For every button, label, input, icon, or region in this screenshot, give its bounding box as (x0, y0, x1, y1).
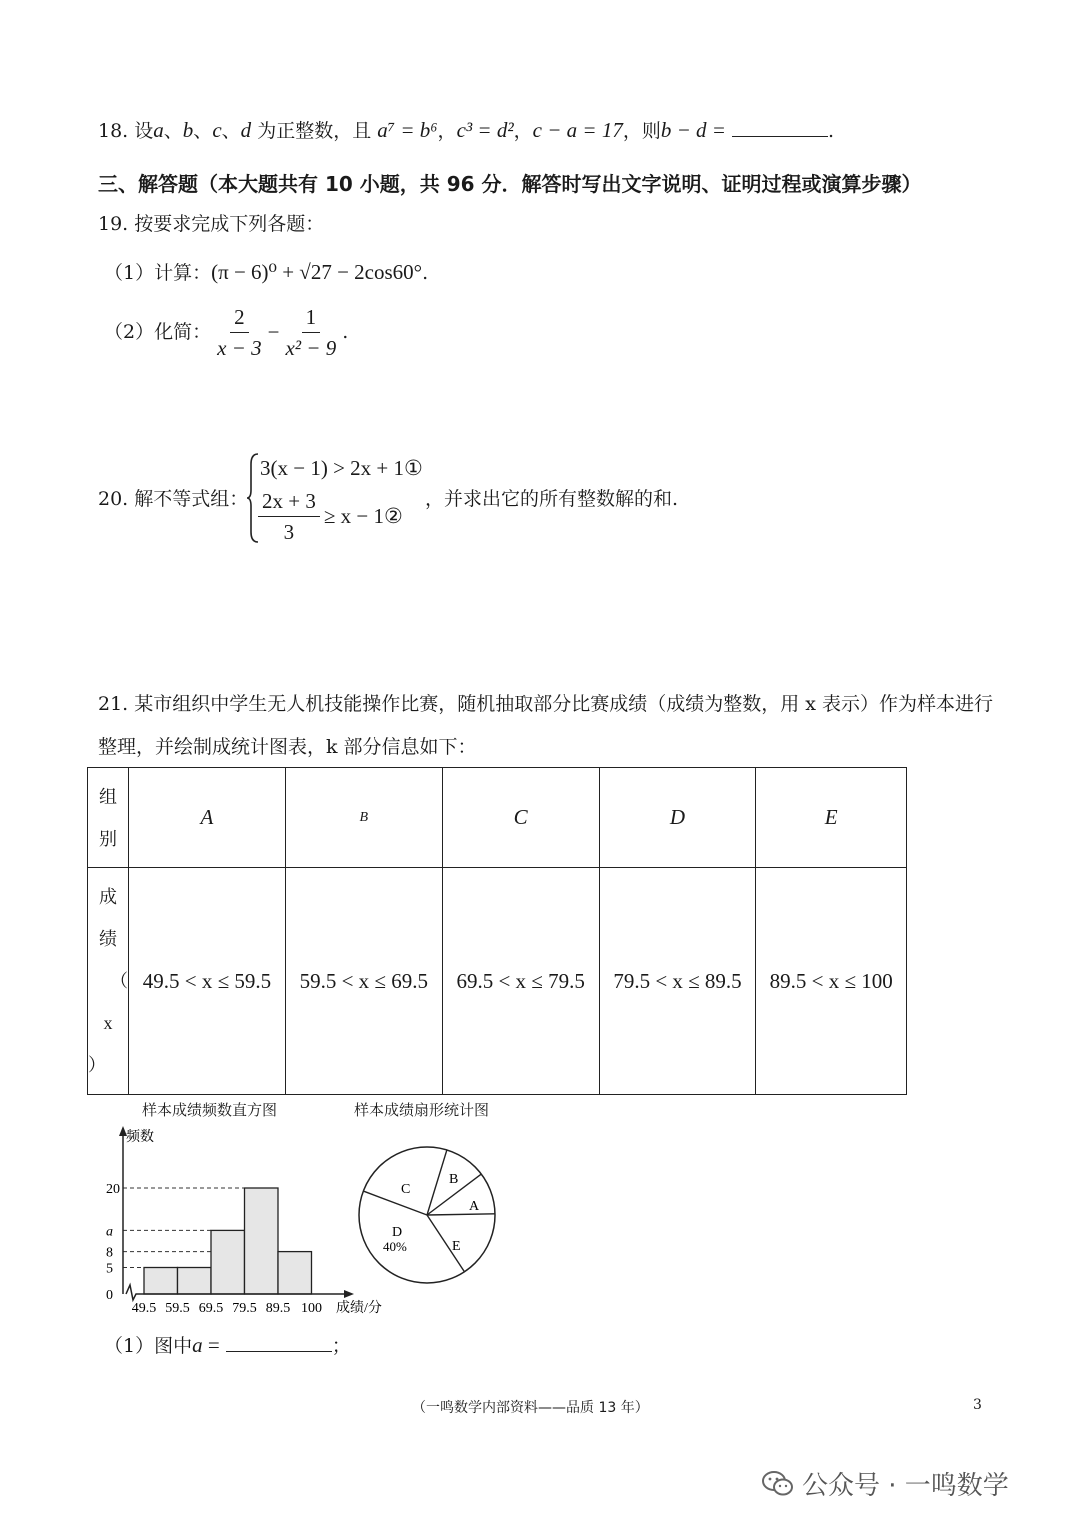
fraction-denominator: x − 3 (217, 335, 262, 360)
watermark-text: 公众号 · 一鸣数学 (802, 1471, 1009, 1501)
fraction-denominator: 3 (283, 520, 295, 544)
header-char: （ (110, 971, 128, 991)
header-char: 别 (99, 828, 117, 849)
q18-var-a: a (153, 118, 164, 142)
hist-x-tick: 89.5 (265, 1301, 291, 1316)
q18-sep: 、 (193, 120, 213, 142)
page-number: 3 (973, 1397, 982, 1413)
fraction-numerator: 2 (230, 304, 249, 333)
hist-x-tick: 100 (301, 1301, 322, 1316)
range-a: 49.5 < x ≤ 59.5 (129, 868, 286, 1095)
q18-answer-blank[interactable] (732, 119, 828, 137)
hist-ylabel: 频数 (126, 1130, 154, 1145)
q19-p2-operator: − (267, 320, 280, 344)
hist-y-tick: 20 (106, 1182, 120, 1197)
fraction-numerator: 2x + 3 (258, 488, 320, 517)
hist-bar-d (245, 1188, 279, 1294)
q18-cond3: c − a = 17 (532, 118, 623, 142)
q20-stem: 20. 解不等式组： (98, 488, 249, 510)
header-char: x (103, 1013, 113, 1033)
table-row (88, 868, 907, 1095)
q19-p1-expression: (π − 6)⁰ + √27 − 2cos60° (211, 260, 423, 284)
grade-table (87, 767, 907, 1095)
q18-mid: 为正整数，且 (257, 120, 372, 142)
page-footer: （一鸣数学内部资料——品质 13 年） (412, 1400, 649, 1416)
q19-stem: 19. 按要求完成下列各题： (98, 213, 325, 235)
header-char: 组 (99, 786, 117, 807)
q18-number: 18. (98, 120, 129, 142)
q19-p2-label: （2）化简： (104, 321, 212, 343)
q18-sep: 、 (163, 120, 183, 142)
hist-x-tick: 79.5 (232, 1301, 257, 1316)
q18-cond2: c³ = d² (456, 118, 514, 142)
pie-label-c: C (401, 1182, 411, 1197)
pie-caption: 样本成绩扇形统计图 (354, 1101, 490, 1119)
q20-ineq2-fraction (258, 488, 320, 545)
q20-inequality-2 (258, 488, 403, 545)
hist-x-ticks (132, 1301, 322, 1316)
range-e: 89.5 < x ≤ 100 (756, 868, 907, 1095)
hist-xlabel: 成绩/分 (336, 1301, 382, 1316)
hist-y-ticks (106, 1182, 120, 1303)
q18-then: ，则 (622, 120, 661, 142)
q19-p1-label: （1）计算： (104, 262, 212, 284)
pie-label-b: B (449, 1172, 459, 1187)
question-18: 18. 设a、b、c、d 为正整数，且 a⁷ = b⁶，c³ = d²，c − a = 17，则b − d = . (98, 118, 835, 142)
section-3-title: 三、解答题（本大题共有 10 小题，共 96 分．解答时写出文字说明、证明过程或演算步骤） (98, 172, 922, 196)
group-c: C (442, 768, 599, 868)
q18-ask: b − d = (660, 118, 726, 142)
group-e: E (756, 768, 907, 868)
q18-prefix: 设 (134, 120, 154, 142)
pie-label-d-percent: 40% (383, 1239, 407, 1254)
table-header-score (88, 868, 129, 1095)
table-header-group (88, 768, 129, 868)
hist-bar-a (144, 1268, 178, 1295)
pie-label-a: A (469, 1199, 480, 1214)
q18-end: . (828, 120, 835, 142)
q19-part1 (104, 260, 428, 285)
q20-inequality-1: 3(x − 1) > 2x + 1① (260, 456, 423, 480)
hist-bars (144, 1188, 312, 1294)
fraction-denominator: x² − 9 (285, 335, 337, 360)
group-a: A (129, 768, 286, 868)
group-b: B (285, 768, 442, 868)
hist-y-tick: a (106, 1224, 113, 1240)
hist-y-tick: 8 (106, 1245, 113, 1261)
hist-bar-b (178, 1268, 212, 1295)
fraction-numerator: 1 (302, 304, 321, 333)
histogram-caption: 样本成绩频数直方图 (142, 1101, 278, 1119)
hist-x-tick: 59.5 (165, 1301, 190, 1316)
q18-var-c: c (212, 118, 222, 142)
q20-ineq2-rest: ≥ x − 1② (323, 504, 403, 528)
hist-y-tick: 5 (106, 1261, 113, 1277)
q18-var-d: d (240, 118, 252, 142)
hist-bar-e (278, 1252, 312, 1294)
q19-p2-fraction-1 (213, 304, 266, 361)
q21-p1-eq: = (202, 1333, 220, 1357)
q20-tail: ，并求出它的所有整数解的和. (425, 488, 679, 510)
q21-part1 (104, 1333, 351, 1358)
watermark (762, 1465, 1009, 1502)
range-c: 69.5 < x ≤ 79.5 (442, 868, 599, 1095)
q21-line-1: 21. 某市组织中学生无人机技能操作比赛，随机抽取部分比赛成绩（成绩为整数，用 x 表示）作为样本进行 (98, 693, 994, 715)
header-char: ） (88, 1055, 106, 1075)
table-row (88, 768, 907, 868)
pie-chart (352, 1140, 502, 1290)
pie-label-d: D (392, 1225, 403, 1240)
group-d: D (599, 768, 756, 868)
hist-x-tick: 49.5 (131, 1301, 157, 1316)
q21-p1-label: （1）图中 (104, 1335, 193, 1357)
range-b: 59.5 < x ≤ 69.5 (285, 868, 442, 1095)
wechat-icon (762, 1470, 794, 1498)
q19-p2-fraction-2 (281, 304, 340, 361)
q21-p1-var: a (192, 1333, 203, 1357)
hist-bar-c (211, 1230, 245, 1294)
hist-x-arrow (344, 1290, 354, 1298)
histogram-chart (96, 1122, 396, 1322)
pie-label-e: E (452, 1239, 461, 1254)
q21-line-2: 整理，并绘制成统计图表，k 部分信息如下： (98, 736, 477, 758)
header-char: 成 (99, 887, 117, 907)
header-char: 绩 (99, 929, 117, 949)
range-d: 79.5 < x ≤ 89.5 (599, 868, 756, 1095)
hist-x-tick: 69.5 (198, 1301, 224, 1316)
q18-sep: 、 (221, 120, 241, 142)
q19-part2 (104, 302, 348, 362)
q18-var-b: b (182, 118, 194, 142)
q19-p1-end: . (422, 262, 429, 284)
hist-y-tick: 0 (106, 1288, 113, 1303)
q21-p1-answer-blank[interactable] (226, 1334, 332, 1352)
q18-cond1: a⁷ = b⁶ (377, 118, 438, 142)
q19-p2-end: . (342, 321, 349, 343)
q21-p1-end: ； (331, 1335, 351, 1357)
